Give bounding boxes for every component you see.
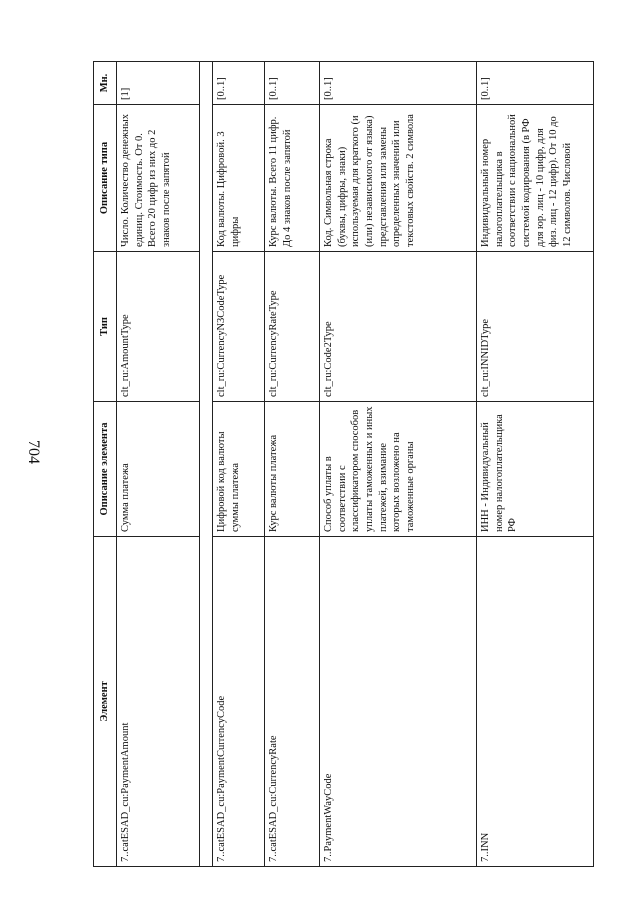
cell-element-desc: Цифровой код валюты суммы платежа [213,402,265,537]
cell-mn: [0..1] [213,62,265,105]
cell-type: clt_ru:CurrencyN3CodeType [213,252,265,402]
cell-type-desc: Число. Количество денежных единиц. Стоимость. От 0. Всего 20 цифр из них до 2 знаков после запятой [117,105,200,252]
rotated-table-container [93,62,573,867]
cell-element-desc: Курс валюты платежа [265,402,320,537]
cell-type: clt_ru:INNIDType [477,252,594,402]
header-element-desc: Описание элемента [94,402,117,537]
cell-element-desc: ИНН - Индивидуальный номер налогоплательщика РФ [477,402,594,537]
cell-type-desc: Курс валюты. Всего 11 цифр. До 4 знаков после запятой [265,105,320,252]
spacer-cell [200,62,213,867]
header-mn: Мн. [94,62,117,105]
table-row [320,62,477,867]
cell-element: 7..PaymentWayCode [320,537,477,867]
cell-type-desc: Код. Символьная строка (буквы, цифры, знаки) используемая для краткого (и (или) независимого от языка) представления или замены определенных значений или текстовых свойств. 2 символа [320,105,477,252]
table-row [117,62,200,867]
header-type: Тип [94,252,117,402]
header-type-desc: Описание типа [94,105,117,252]
cell-type: clt_ru:CurrencyRateType [265,252,320,402]
cell-element: 7..catESAD_cu:PaymentAmount [117,537,200,867]
header-element: Элемент [94,537,117,867]
cell-type: clt_ru:AmountType [117,252,200,402]
row-spacer [200,62,213,867]
cell-type: clt_ru:Code2Type [320,252,477,402]
table-header-row [94,62,117,867]
cell-element: 7..catESAD_cu:CurrencyRate [265,537,320,867]
cell-mn: [0..1] [320,62,477,105]
cell-element-desc: Способ уплаты в соответствии с классификатором способов уплаты таможенных и иных платежей, взимание которых возложено на таможенные органы [320,402,477,537]
cell-mn: [0..1] [477,62,594,105]
cell-mn: [1] [117,62,200,105]
spec-table [93,61,594,867]
table-row [265,62,320,867]
table-row [477,62,594,867]
page-number: 704 [25,440,42,464]
cell-element: 7..catESAD_cu:PaymentCurrencyCode [213,537,265,867]
cell-element: 7..INN [477,537,594,867]
table-row [213,62,265,867]
cell-mn: [0..1] [265,62,320,105]
cell-element-desc: Сумма платежа [117,402,200,537]
cell-type-desc: Код валюты. Цифровой. 3 цифры [213,105,265,252]
cell-type-desc: Индивидуальный номер налогоплательщика в соответствии с национальной системой кодирования (в РФ для юр. лиц - 10 цифр, для физ. лиц - 12 цифр). От 10 до 12 символов. Числовой [477,105,594,252]
